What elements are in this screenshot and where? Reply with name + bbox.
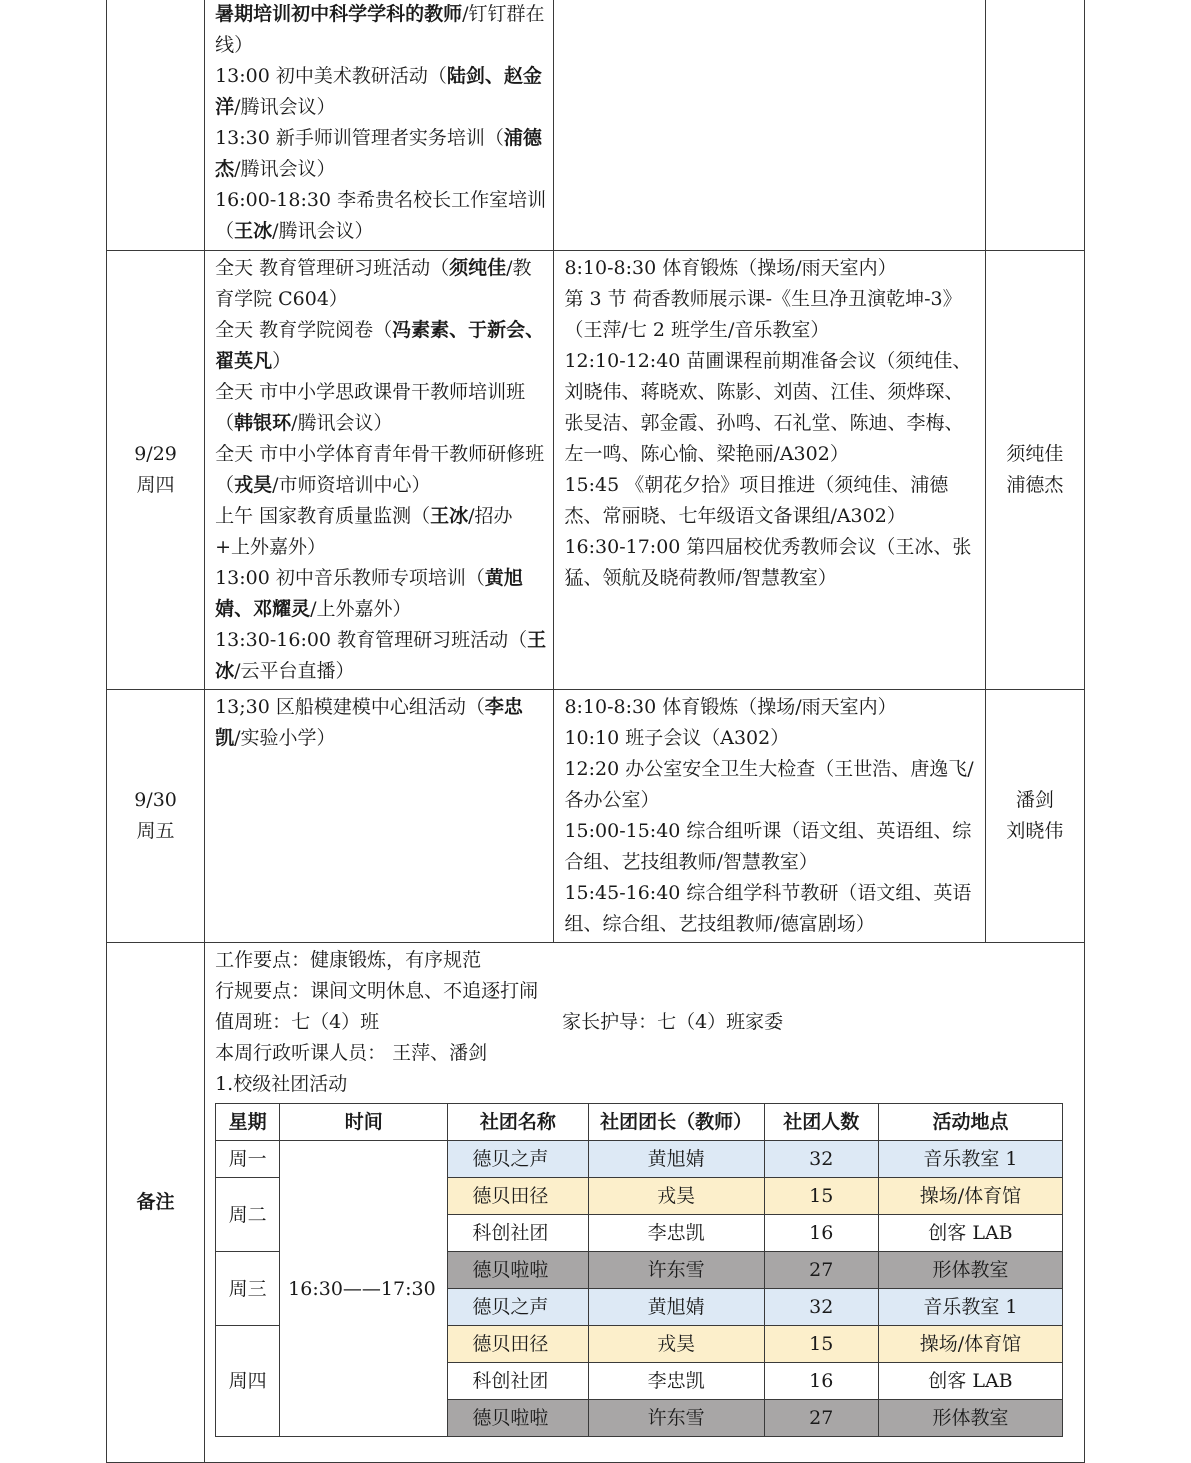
activity-text: 13:30 新手师训管理者实务培训（: [215, 127, 504, 149]
internal-activity: 15:45-16:40 综合组学科节教研（语文组、英语组、综合组、艺技组教师/德富剧场）: [564, 882, 972, 935]
external-activities-cell: [205, 690, 554, 943]
day-cell: 周二: [216, 1178, 280, 1252]
club-place: 音乐教室 1: [878, 1289, 1062, 1326]
internal-activity: 第 3 节 荷香教师展示课-《生旦净丑演乾坤-3》（王萍/七 2 班学生/音乐教室）: [564, 288, 962, 341]
date-cell: [107, 690, 205, 943]
club-count: 27: [764, 1400, 878, 1437]
participant-names: 黄旭婧、邓耀灵: [215, 567, 523, 620]
day-cell: 周三: [216, 1252, 280, 1326]
duty-cell: [985, 0, 1084, 251]
club-leader: 许东雪: [588, 1252, 764, 1289]
notes-row: [107, 943, 1085, 1463]
activity-text: ）: [272, 350, 292, 372]
duty-class: 值周班：七（4）班: [215, 1011, 380, 1033]
club-count: 16: [764, 1215, 878, 1252]
header-club-name: 社团名称: [448, 1104, 588, 1141]
participant-names: 戎昊: [234, 474, 273, 496]
activity-text: 16:00-18:30 李希贵名校长工作室培训（: [215, 189, 547, 242]
header-count: 社团人数: [764, 1104, 878, 1141]
club-leader: 许东雪: [588, 1400, 764, 1437]
duty-person: 须纯佳: [1006, 443, 1064, 465]
activity-text: 13;30 区船模建模中心组活动（: [215, 696, 485, 718]
club-place: 操场/体育馆: [878, 1326, 1062, 1363]
day-cell: 周四: [216, 1326, 280, 1437]
duty-person: 浦德杰: [1006, 474, 1064, 496]
external-activity: [215, 625, 547, 687]
activity-text: /云平台直播）: [234, 660, 355, 682]
external-activity: [215, 253, 547, 315]
external-activity: [215, 692, 547, 754]
external-activities-cell: [205, 251, 554, 690]
internal-activity: 8:10-8:30 体育锻炼（操场/雨天室内）: [564, 257, 897, 279]
header-weekday: 星期: [216, 1104, 280, 1141]
header-place: 活动地点: [878, 1104, 1062, 1141]
club-count: 16: [764, 1363, 878, 1400]
club-leader: 李忠凯: [588, 1215, 764, 1252]
notes-cell: [205, 943, 1085, 1463]
observers: 本周行政听课人员： 王萍、潘剑: [215, 1042, 488, 1064]
notes-label: 备注: [107, 943, 205, 1463]
external-activity: [215, 377, 547, 439]
club-row: [216, 1141, 1063, 1178]
club-name: 科创社团: [448, 1363, 588, 1400]
club-name: 德贝田径: [448, 1178, 588, 1215]
participant-names: 须纯佳: [449, 257, 507, 279]
weekday-label: 周四: [136, 474, 175, 496]
schedule-row: [107, 690, 1085, 943]
external-activity: [215, 185, 547, 247]
club-table-header: [216, 1104, 1063, 1141]
date-cell: [107, 0, 205, 251]
internal-activity: 15:45 《朝花夕拾》项目推进（须纯佳、浦德杰、常丽晓、七年级语文备课组/A302）: [564, 474, 949, 527]
activity-text: 13:00 初中美术教研活动（: [215, 65, 447, 87]
external-activities-cell: [205, 0, 554, 251]
activity-text: 全天 教育学院阅卷（: [215, 319, 393, 341]
date-cell: [107, 251, 205, 690]
participant-names: 暑期培训初中科学学科的教师: [215, 3, 463, 25]
duty-cell: [985, 251, 1084, 690]
duty-person: 刘晓伟: [1006, 820, 1064, 842]
activity-text: /腾讯会议）: [291, 412, 393, 434]
activity-text: 上午 国家教育质量监测（: [215, 505, 431, 527]
external-activity: [215, 0, 547, 61]
club-leader: 戎昊: [588, 1326, 764, 1363]
activity-text: /腾讯会议）: [272, 220, 374, 242]
participant-names: 王冰: [215, 629, 547, 682]
external-activity: [215, 501, 547, 563]
activity-text: /腾讯会议）: [234, 158, 336, 180]
club-place: 形体教室: [878, 1400, 1062, 1437]
activity-text: 13:00 初中音乐教师专项培训（: [215, 567, 485, 589]
participant-names: 李忠凯: [215, 696, 523, 749]
external-activity: [215, 61, 547, 123]
club-leader: 戎昊: [588, 1178, 764, 1215]
club-place: 创客 LAB: [878, 1363, 1062, 1400]
duty-info: [215, 1007, 1064, 1038]
club-leader: 黄旭婧: [588, 1289, 764, 1326]
external-activity: [215, 315, 547, 377]
activity-text: /市师资培训中心）: [272, 474, 431, 496]
activity-text: /实验小学）: [234, 727, 336, 749]
club-name: 德贝之声: [448, 1289, 588, 1326]
date-label: 9/29: [134, 443, 177, 465]
internal-activities-cell: [554, 690, 985, 943]
duty-person: 潘剑: [1015, 789, 1054, 811]
work-focus: 工作要点：健康锻炼，有序规范: [215, 949, 482, 971]
activity-text: /上外嘉外）: [310, 598, 412, 620]
activity-text: /钉钉群在线）: [215, 3, 545, 56]
conduct-focus: 行规要点：课间文明休息、不追逐打闹: [215, 980, 539, 1002]
participant-names: 冯素素、于新会、翟英凡: [215, 319, 545, 372]
club-leader: 李忠凯: [588, 1363, 764, 1400]
activity-text: /教育学院 C604）: [215, 257, 532, 310]
club-place: 创客 LAB: [878, 1215, 1062, 1252]
schedule-row: [107, 0, 1085, 251]
activity-text: 全天 市中小学思政课骨干教师培训班（: [215, 381, 526, 434]
internal-activity: 12:10-12:40 苗圃课程前期准备会议（须纯佳、刘晓伟、蒋晓欢、陈影、刘茵、江佳、须烨琛、张旻洁、郭金霞、孙鸣、石礼堂、陈迪、李梅、左一鸣、陈心愉、梁艳丽/A302）: [564, 350, 972, 465]
club-count: 32: [764, 1289, 878, 1326]
participant-names: 陆剑、赵金洋: [215, 65, 542, 118]
club-name: 德贝啦啦: [448, 1400, 588, 1437]
external-activity: [215, 123, 547, 185]
duty-cell: [985, 690, 1084, 943]
club-leader: 黄旭婧: [588, 1141, 764, 1178]
activity-text: 13:30-16:00 教育管理研习班活动（: [215, 629, 528, 651]
activity-text: /招办+上外嘉外）: [215, 505, 513, 558]
internal-activity: 12:20 办公室安全卫生大检查（王世浩、唐逸飞/各办公室）: [564, 758, 974, 811]
external-activity: [215, 439, 547, 501]
internal-activities-cell: [554, 0, 985, 251]
club-name: 德贝之声: [448, 1141, 588, 1178]
club-count: 15: [764, 1326, 878, 1363]
header-time: 时间: [280, 1104, 448, 1141]
external-activity: [215, 563, 547, 625]
participant-names: 韩银环: [234, 412, 292, 434]
internal-activity: 15:00-15:40 综合组听课（语文组、英语组、综合组、艺技组教师/智慧教室）: [564, 820, 972, 873]
participant-names: 浦德杰: [215, 127, 542, 180]
day-cell: 周一: [216, 1141, 280, 1178]
club-name: 德贝田径: [448, 1326, 588, 1363]
time-cell: 16:30——17:30: [280, 1141, 448, 1437]
club-count: 15: [764, 1178, 878, 1215]
participant-names: 王冰: [430, 505, 469, 527]
header-leader: 社团团长（教师）: [588, 1104, 764, 1141]
club-place: 音乐教室 1: [878, 1141, 1062, 1178]
activity-text: 全天 教育管理研习班活动（: [215, 257, 450, 279]
parent-guard: 家长护导：七（4）班家委: [562, 1011, 784, 1033]
club-place: 形体教室: [878, 1252, 1062, 1289]
schedule-row: [107, 251, 1085, 690]
weekly-schedule-table: [106, 0, 1085, 1463]
internal-activities-cell: [554, 251, 985, 690]
club-name: 科创社团: [448, 1215, 588, 1252]
club-section-title: 1.校级社团活动: [215, 1073, 348, 1095]
weekday-label: 周五: [136, 820, 175, 842]
internal-activity: 16:30-17:00 第四届校优秀教师会议（王冰、张猛、领航及晓荷教师/智慧教室）: [564, 536, 972, 589]
club-count: 32: [764, 1141, 878, 1178]
participant-names: 王冰: [234, 220, 273, 242]
internal-activity: 10:10 班子会议（A302）: [564, 727, 790, 749]
internal-activity: 8:10-8:30 体育锻炼（操场/雨天室内）: [564, 696, 897, 718]
club-activities-table: [215, 1103, 1063, 1437]
club-name: 德贝啦啦: [448, 1252, 588, 1289]
activity-text: /腾讯会议）: [234, 96, 336, 118]
activity-text: 全天 市中小学体育青年骨干教师研修班（: [215, 443, 545, 496]
club-count: 27: [764, 1252, 878, 1289]
club-place: 操场/体育馆: [878, 1178, 1062, 1215]
date-label: 9/30: [134, 789, 177, 811]
